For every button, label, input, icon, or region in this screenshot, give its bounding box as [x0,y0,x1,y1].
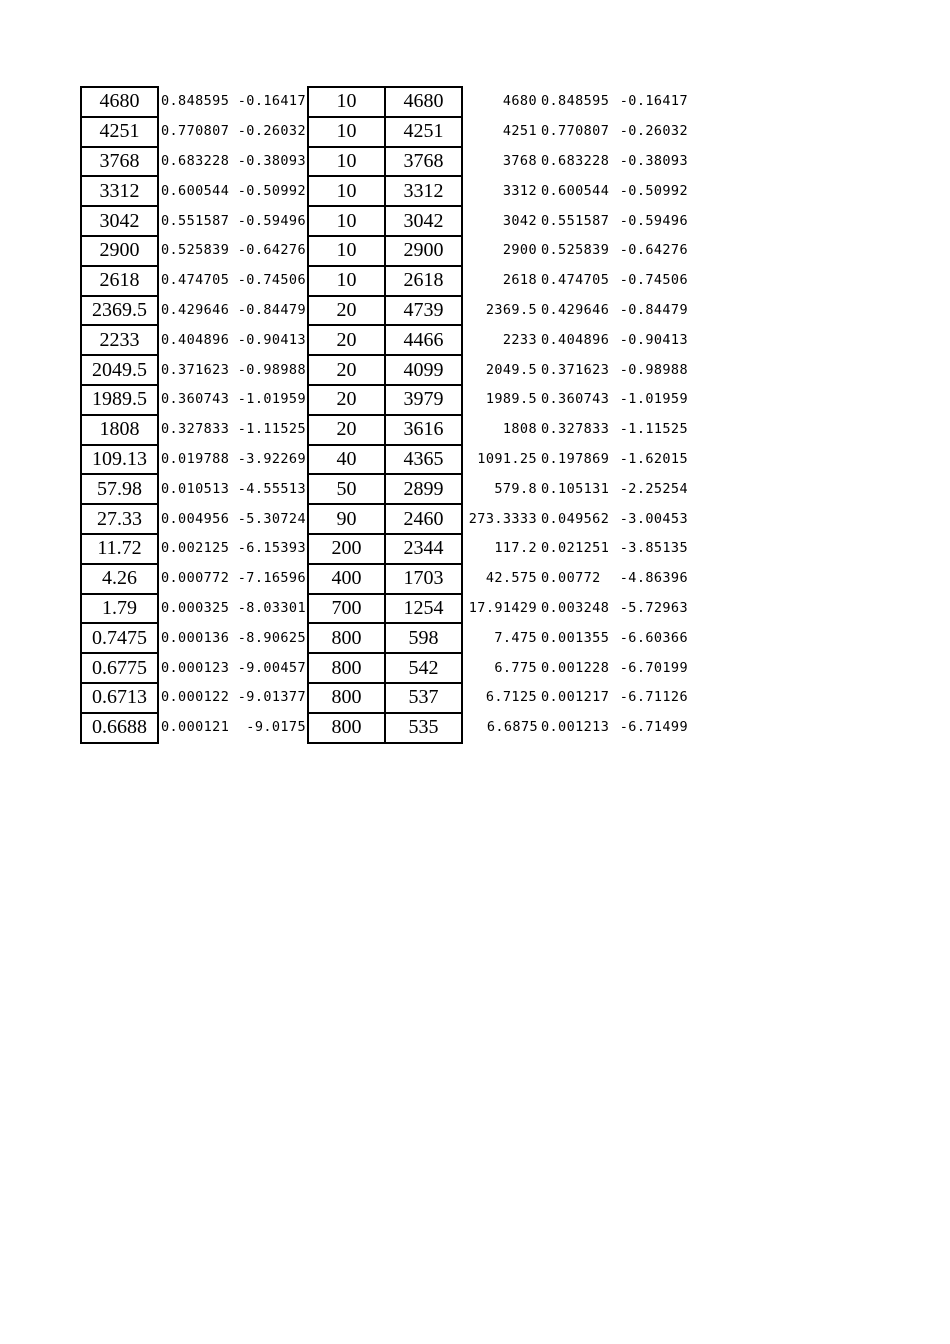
cell-col-h: -0.84479 [619,301,688,318]
cell-col-g: 0.00772 [541,570,601,587]
cell-col-g: 0.327833 [541,421,610,438]
cell-col-e: 3979 [385,385,462,415]
table-row [81,236,689,266]
cell-col-d: 40 [308,445,385,475]
cell-col-c: -7.16596 [237,570,306,587]
cell-col-f: 579.8 [494,480,537,497]
cell-col-c: -1.01959 [237,391,306,408]
cell-col-b: 0.000121 [161,719,230,736]
cell-col-e: 4466 [385,325,462,355]
cell-col-g: 0.105131 [541,480,610,497]
cell-col-c: -8.03301 [237,599,306,616]
cell-col-a: 2369.5 [81,296,158,326]
cell-col-g: 0.474705 [541,272,610,289]
cell-col-b: 0.848595 [161,93,230,110]
cell-col-h: -0.16417 [619,93,688,110]
cell-col-c: -6.15393 [237,540,306,557]
table-row [81,266,689,296]
cell-col-a: 4680 [81,87,158,117]
table-row [81,87,689,117]
cell-col-h: -3.00453 [619,510,688,527]
cell-col-h: -1.01959 [619,391,688,408]
table-row [81,385,689,415]
table-row [81,474,689,504]
cell-col-f: 1989.5 [485,391,537,408]
cell-col-d: 20 [308,415,385,445]
cell-col-g: 0.371623 [541,361,610,378]
spreadsheet-body [81,87,689,743]
cell-col-f: 2233 [502,331,537,348]
cell-col-c: -0.74506 [237,272,306,289]
cell-col-h: -2.25254 [619,480,688,497]
cell-col-h: -0.98988 [619,361,688,378]
cell-col-g: 0.001355 [541,629,610,646]
cell-col-d: 10 [308,206,385,236]
cell-col-d: 10 [308,87,385,117]
cell-col-a: 1989.5 [81,385,158,415]
cell-col-h: -3.85135 [619,540,688,557]
cell-col-f: 7.475 [494,629,537,646]
cell-col-e: 598 [385,623,462,653]
cell-col-a: 2618 [81,266,158,296]
cell-col-d: 20 [308,385,385,415]
cell-col-c: -0.84479 [237,301,306,318]
cell-col-g: 0.429646 [541,301,610,318]
table-row [81,117,689,147]
table-row [81,504,689,534]
cell-col-b: 0.000325 [161,599,230,616]
cell-col-a: 1.79 [81,594,158,624]
table-row [81,415,689,445]
cell-col-h: -5.72963 [619,599,688,616]
cell-col-f: 17.91429 [468,599,537,616]
spreadsheet-table [80,86,689,744]
cell-col-g: 0.683228 [541,152,610,169]
table-row [81,713,689,743]
table-row [81,176,689,206]
cell-col-g: 0.600544 [541,182,610,199]
cell-col-g: 0.551587 [541,212,610,229]
cell-col-a: 3042 [81,206,158,236]
table-row [81,147,689,177]
table-row [81,564,689,594]
cell-col-d: 700 [308,594,385,624]
cell-col-b: 0.404896 [161,331,230,348]
table-row [81,594,689,624]
cell-col-f: 4251 [502,123,537,140]
cell-col-c: -0.90413 [237,331,306,348]
cell-col-d: 200 [308,534,385,564]
cell-col-d: 10 [308,176,385,206]
cell-col-b: 0.000772 [161,570,230,587]
cell-col-b: 0.360743 [161,391,230,408]
cell-col-e: 4099 [385,355,462,385]
cell-col-g: 0.001217 [541,689,610,706]
cell-col-h: -0.50992 [619,182,688,199]
cell-col-b: 0.429646 [161,301,230,318]
cell-col-d: 90 [308,504,385,534]
cell-col-d: 20 [308,355,385,385]
cell-col-b: 0.000136 [161,629,230,646]
cell-col-d: 800 [308,653,385,683]
cell-col-c: -0.26032 [237,123,306,140]
cell-col-f: 6.6875 [486,719,538,736]
table-row [81,355,689,385]
cell-col-c: -3.92269 [237,450,306,467]
cell-col-a: 3312 [81,176,158,206]
cell-col-c: -4.55513 [237,480,306,497]
cell-col-a: 4251 [81,117,158,147]
cell-col-a: 109.13 [81,445,158,475]
cell-col-d: 10 [308,236,385,266]
cell-col-g: 0.848595 [541,93,610,110]
cell-col-c: -1.11525 [237,421,306,438]
cell-col-e: 4680 [385,87,462,117]
cell-col-f: 3042 [502,212,537,229]
cell-col-f: 1808 [502,421,537,438]
cell-col-b: 0.770807 [161,123,230,140]
table-row [81,206,689,236]
cell-col-e: 1703 [385,564,462,594]
table-row [81,445,689,475]
cell-col-d: 400 [308,564,385,594]
cell-col-d: 10 [308,266,385,296]
cell-col-h: -1.11525 [619,421,688,438]
cell-col-c: -8.90625 [237,629,306,646]
cell-col-c: -0.38093 [237,152,306,169]
cell-col-b: 0.327833 [161,421,230,438]
cell-col-g: 0.001228 [541,659,610,676]
cell-col-e: 4251 [385,117,462,147]
cell-col-h: -6.60366 [619,629,688,646]
cell-col-c: -0.16417 [237,93,306,110]
cell-col-h: -0.74506 [619,272,688,289]
cell-col-a: 0.6775 [81,653,158,683]
cell-col-b: 0.000123 [161,659,230,676]
cell-col-f: 273.3333 [468,510,537,527]
cell-col-f: 117.2 [494,540,537,557]
cell-col-h: -0.90413 [619,331,688,348]
cell-col-h: -6.70199 [619,659,688,676]
cell-col-a: 0.7475 [81,623,158,653]
cell-col-e: 4365 [385,445,462,475]
cell-col-b: 0.000122 [161,689,230,706]
cell-col-e: 542 [385,653,462,683]
table-row [81,534,689,564]
table-row [81,683,689,713]
cell-col-a: 27.33 [81,504,158,534]
cell-col-a: 2049.5 [81,355,158,385]
cell-col-h: -0.26032 [619,123,688,140]
cell-col-e: 1254 [385,594,462,624]
cell-col-a: 2900 [81,236,158,266]
cell-col-c: -0.50992 [237,182,306,199]
cell-col-d: 800 [308,683,385,713]
cell-col-e: 2618 [385,266,462,296]
cell-col-c: -0.59496 [237,212,306,229]
cell-col-b: 0.004956 [161,510,230,527]
table-row [81,296,689,326]
cell-col-b: 0.600544 [161,182,230,199]
cell-col-c: -9.0175 [246,719,306,736]
cell-col-e: 3042 [385,206,462,236]
cell-col-b: 0.551587 [161,212,230,229]
cell-col-e: 2460 [385,504,462,534]
cell-col-g: 0.197869 [541,450,610,467]
cell-col-c: -0.98988 [237,361,306,378]
cell-col-g: 0.404896 [541,331,610,348]
cell-col-d: 10 [308,147,385,177]
cell-col-d: 50 [308,474,385,504]
cell-col-f: 2369.5 [485,301,537,318]
cell-col-a: 11.72 [81,534,158,564]
cell-col-c: -5.30724 [237,510,306,527]
cell-col-h: -6.71499 [619,719,688,736]
cell-col-g: 0.525839 [541,242,610,259]
cell-col-h: -6.71126 [619,689,688,706]
cell-col-e: 2899 [385,474,462,504]
cell-col-g: 0.360743 [541,391,610,408]
cell-col-f: 2618 [502,272,537,289]
cell-col-g: 0.021251 [541,540,610,557]
cell-col-e: 2900 [385,236,462,266]
cell-col-f: 2900 [502,242,537,259]
cell-col-e: 3768 [385,147,462,177]
cell-col-b: 0.474705 [161,272,230,289]
cell-col-b: 0.525839 [161,242,230,259]
cell-col-f: 42.575 [485,570,537,587]
cell-col-c: -0.64276 [237,242,306,259]
cell-col-b: 0.019788 [161,450,230,467]
cell-col-a: 2233 [81,325,158,355]
table-row [81,653,689,683]
cell-col-e: 3616 [385,415,462,445]
cell-col-h: -1.62015 [619,450,688,467]
cell-col-f: 3768 [502,152,537,169]
table-row [81,623,689,653]
cell-col-b: 0.002125 [161,540,230,557]
cell-col-d: 20 [308,296,385,326]
cell-col-f: 6.7125 [485,689,537,706]
cell-col-e: 537 [385,683,462,713]
cell-col-f: 2049.5 [485,361,537,378]
table-row [81,325,689,355]
cell-col-a: 0.6688 [81,713,158,743]
cell-col-a: 4.26 [81,564,158,594]
cell-col-e: 3312 [385,176,462,206]
cell-col-a: 0.6713 [81,683,158,713]
cell-col-d: 10 [308,117,385,147]
cell-col-b: 0.010513 [161,480,230,497]
cell-col-f: 4680 [502,93,537,110]
cell-col-f: 1091.25 [477,450,537,467]
cell-col-g: 0.001213 [541,719,610,736]
cell-col-a: 1808 [81,415,158,445]
cell-col-d: 800 [308,713,385,743]
cell-col-b: 0.371623 [161,361,230,378]
cell-col-h: -0.59496 [619,212,688,229]
cell-col-c: -9.00457 [237,659,306,676]
cell-col-a: 57.98 [81,474,158,504]
cell-col-d: 800 [308,623,385,653]
cell-col-e: 2344 [385,534,462,564]
cell-col-b: 0.683228 [161,152,230,169]
cell-col-e: 4739 [385,296,462,326]
cell-col-c: -9.01377 [237,689,306,706]
cell-col-d: 20 [308,325,385,355]
cell-col-g: 0.003248 [541,599,610,616]
cell-col-f: 3312 [502,182,537,199]
cell-col-g: 0.049562 [541,510,610,527]
cell-col-g: 0.770807 [541,123,610,140]
cell-col-h: -4.86396 [619,570,688,587]
cell-col-e: 535 [385,713,462,743]
cell-col-a: 3768 [81,147,158,177]
cell-col-f: 6.775 [494,659,537,676]
cell-col-h: -0.38093 [619,152,688,169]
cell-col-h: -0.64276 [619,242,688,259]
